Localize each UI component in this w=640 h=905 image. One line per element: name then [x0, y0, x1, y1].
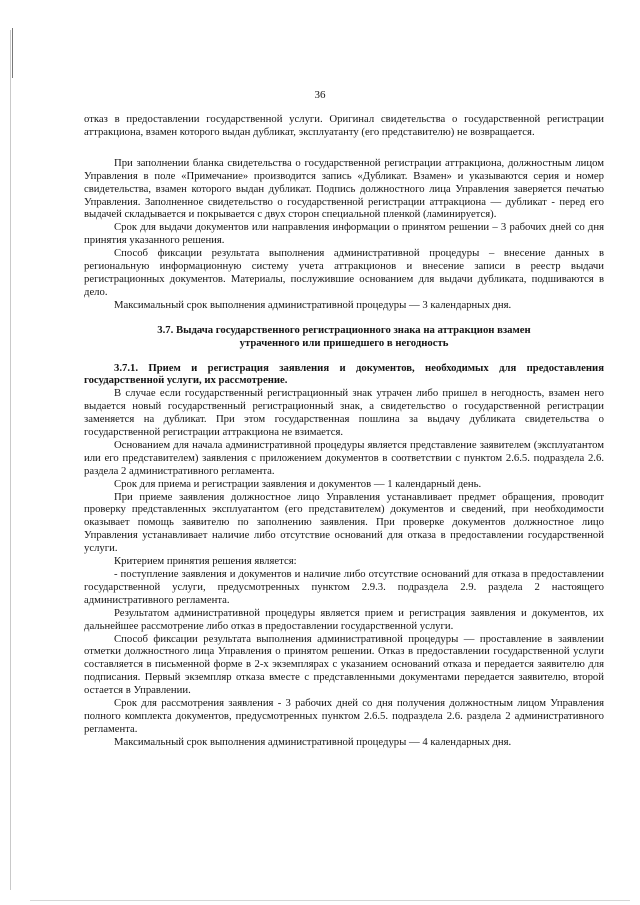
page-number: 36	[314, 89, 326, 101]
document-body	[84, 113, 604, 749]
paragraph: Срок для рассмотрения заявления - 3 рабочих дней со дня получения должностным лицом Управления полного комплекта документов, предусмотренных пунктом 2.6.5. подраздела 2.6. раздела 2 административного регламента.	[84, 697, 604, 735]
paragraph: Срок для приема и регистрации заявления и документов — 1 календарный день.	[114, 477, 482, 490]
scan-mark-left	[12, 28, 13, 78]
paragraph: Срок для выдачи документов или направления информации о принятом решении – 3 рабочих дней со дня принятия указанного решения.	[84, 221, 604, 247]
paragraph: Основанием для начала административной процедуры является представление заявителем (эксплуатантом или его представителем) заявления с приложением документов в соответствии с пунктом 2.6.5. подраздела 2.6. раздела 2 административного регламента.	[84, 438, 604, 477]
paragraph: Результатом административной процедуры является прием и регистрация заявления и документов, их дальнейшее рассмотрение либо отказ в предоставлении государственной услуги.	[84, 606, 604, 632]
paragraph: Критерием принятия решения является:	[114, 555, 297, 568]
scan-edge-bottom	[30, 900, 630, 901]
section-heading: 3.7. Выдача государственного регистрационного знака на аттракцион взамен утраченного или пришедшего в негодность	[157, 323, 531, 349]
paragraph: Способ фиксации результата выполнения административной процедуры – внесение данных в региональную информационную систему учета аттракционов и внесение записи в реестр выдачи регистрационных документов. Материалы, послужившие основанием для выдачи дубликата, подшиваются в дело.	[84, 247, 604, 298]
subsection-heading: 3.7.1. Прием и регистрация заявления и документов, необходимых для предоставления государственной услуги, их рассмотрение.	[84, 361, 604, 387]
list-item: - поступление заявления и документов и наличие либо отсутствие оснований для отказа в предоставлении государственной услуги, предусмотренных пунктом 2.9.3. подраздела 2.9. раздела 2 настоящего административного регламента.	[84, 568, 604, 606]
paragraph: При заполнении бланка свидетельства о государственной регистрации аттракциона, должностным лицом Управления в поле «Примечание» производится запись «Дубликат. Взамен» и указываются серия и номер свидетельства, взамен которого выдан дубликат. Подпись должностного лица Управления заверяется печатью Управления. Заполненное свидетельство о государственной регистрации аттракциона — дубликат - перед его выдачей складывается и покрывается с двух сторон специальной пленкой (ламинируется).	[84, 156, 604, 221]
paragraph: В случае если государственный регистрационный знак утрачен либо пришел в негодность, взамен него выдается новый государственный регистрационный знак, а свидетельство о государственной регистрации заменяется на дубликат. При этом государственная пошлина за выдачу дубликата свидетельства о государственной регистрации аттракциона не взимается.	[84, 387, 604, 439]
paragraph: Способ фиксации результата выполнения административной процедуры — проставление в заявлении отметки должностного лица Управления о принятом решении. Отказ в предоставлении государственной услуги составляется в письменной форме в 2-х экземплярах с указанием оснований отказа и передается заявителю для подписания. Первый экземпляр отказа вместе с представленными документами передается заявителю, второй остается в Управлении.	[84, 632, 604, 697]
paragraph: При приеме заявления должностное лицо Управления устанавливает предмет обращения, проводит проверку представленных эксплуатантом (его представителем) документов и сведений, при необходимости оказывает помощь заявителю по заполнению заявления. При проверке документов должностное лицо Управления устанавливает наличие либо отсутствие оснований для отказа в предоставлении государственной услуги.	[84, 490, 604, 555]
paragraph: Максимальный срок выполнения административной процедуры — 3 календарных дня.	[114, 298, 512, 311]
paragraph: Максимальный срок выполнения административной процедуры — 4 календарных дня.	[114, 735, 512, 748]
paragraph: отказ в предоставлении государственной услуги. Оригинал свидетельства о государственной регистрации аттракциона, взамен которого выдан дубликат, эксплуатанту (его представителю) не возвращается.	[84, 113, 604, 138]
scan-edge-left	[10, 30, 11, 890]
